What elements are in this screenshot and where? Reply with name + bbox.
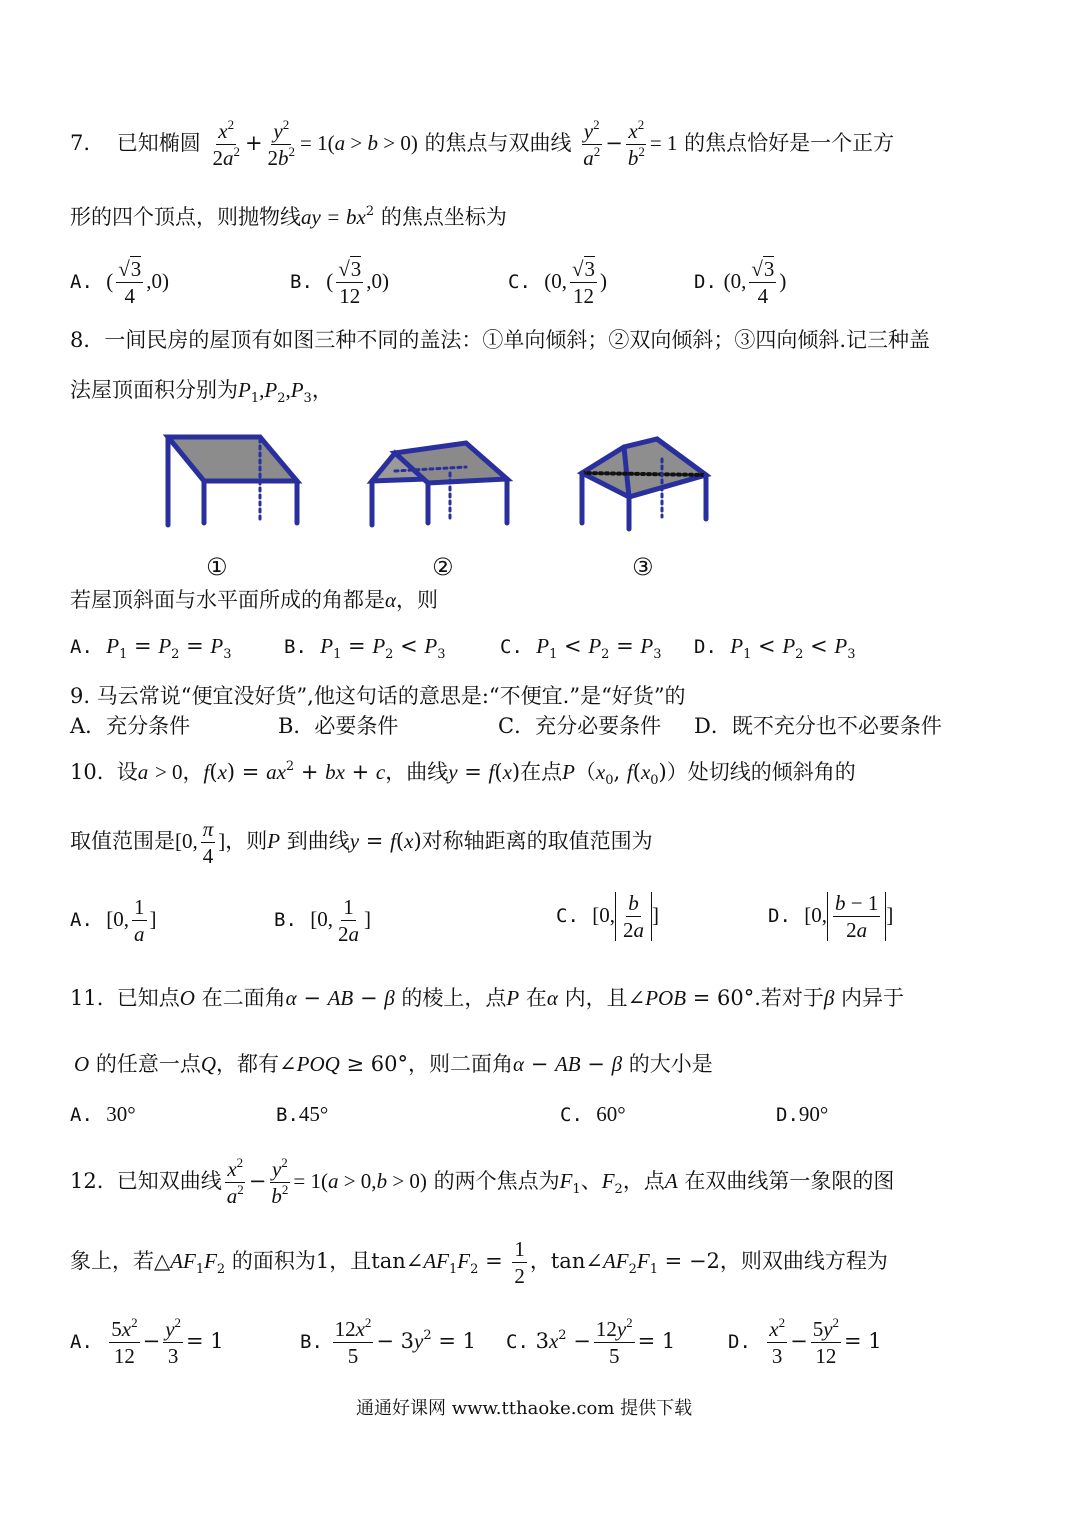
q7-option-c[interactable]: C. (0, $\frac{√3}{12}$ ) <box>508 257 608 309</box>
q10-option-c[interactable]: C. [0, $\frac{b}{2a}$ ] <box>556 891 659 943</box>
q11-option-b[interactable]: B.45° <box>276 1102 329 1126</box>
q9-option-d[interactable]: D．既不充分也不必要条件 <box>694 714 942 738</box>
q9-option-a[interactable]: A．充分条件 <box>70 714 191 738</box>
q12-option-c[interactable]: C. $3x^2$ − $\frac{12y^2}{5}$ = 1 <box>506 1315 676 1369</box>
roof-single-slope-figure <box>168 437 297 525</box>
q11-line2: O 的任意一点Q，都有∠POQ ≥ 60°，则二面角α − AB − β 的大小是 <box>74 1052 713 1076</box>
roof-double-slope-figure <box>372 443 507 525</box>
q8-line2: 法屋顶面积分别为$P_1,P_2,P_3$， <box>70 378 333 406</box>
q8-line3: 若屋顶斜面与水平面所成的角都是α，则 <box>70 588 439 612</box>
q7-option-d[interactable]: D. (0, $\frac{√3}{4}$ ) <box>694 257 787 309</box>
q9-option-b[interactable]: B．必要条件 <box>278 714 399 738</box>
q12-option-a[interactable]: A. $\frac{5x^2}{12}$ − $\frac{y^2}{3}$ = 1 <box>70 1315 224 1369</box>
figure-label-1: ① <box>206 553 228 581</box>
q12-line2: 象上，若$\triangle AF_1F_2$ 的面积为1，且$\tan\angle AF_1F_2$ = $\frac{1}{2}$ ，$\tan\angle AF_2F_1 = -2$，则双曲线方程为 <box>70 1237 888 1289</box>
q8-line1: 8．一间民房的屋顶有如图三种不同的盖法：①单向倾斜；②双向倾斜；③四向倾斜.记三种盖 <box>70 328 931 352</box>
q10-option-a[interactable]: A. [0, $\frac{1}{a}$ ] <box>70 895 157 947</box>
q12-option-d[interactable]: D. $\frac{x^2}{3}$ − $\frac{5y^2}{12}$ = 1 <box>728 1315 882 1369</box>
q7-frac-x2-2a2: $\frac{x^2}{2a^2}$ <box>212 117 240 171</box>
q12-option-b[interactable]: B. $\frac{12x^2}{5}$ − $3y^2 = 1$ <box>300 1315 476 1369</box>
q10-option-d[interactable]: D. [0, $\frac{b - 1}{2a}$ ] <box>768 891 894 943</box>
q7-option-b[interactable]: B. ( $\frac{√3}{12}$ ,0) <box>290 257 390 309</box>
roof-figures <box>0 425 1075 585</box>
q11-line1: 11. 已知点O 在二面角α − AB − β 的棱上，点P 在α 内，且∠POB = 60°.若对于β 内异于 <box>70 986 905 1010</box>
q10-line2: 取值范围是[0, $\frac{\pi}{4}$ ]，则P 到曲线y = f(x)对称轴距离的取值范围为 <box>70 817 653 869</box>
q8-option-b[interactable]: B. $P_1 = P_2 < P_3$ <box>284 634 446 662</box>
q10-option-b[interactable]: B. [0, $\frac{1}{2a}$ ] <box>274 895 371 947</box>
roof-four-slope-figure <box>582 439 706 529</box>
q9-line1: 9. 马云常说“便宜没好货”,他这句话的意思是:“不便宜.”是“好货”的 <box>70 684 686 708</box>
q7-option-a[interactable]: A. ( $\frac{√3}{4}$ ,0) <box>70 257 170 309</box>
q11-option-d[interactable]: D.90° <box>776 1102 829 1126</box>
figure-label-2: ② <box>432 553 454 581</box>
q9-option-c[interactable]: C．充分必要条件 <box>498 714 662 738</box>
figure-label-3: ③ <box>632 553 654 581</box>
footer-source[interactable]: 通通好课网 www.tthaoke.com 提供下载 <box>356 1398 693 1419</box>
q8-option-a[interactable]: A. $P_1 = P_2 = P_3$ <box>70 634 232 662</box>
q7-line1: 7. 已知椭圆 $\frac{x^2}{2a^2}$ + $\frac{y^2}{2b^2}$ = 1(a > b > 0) 的焦点与双曲线 $\frac{y^2}{a^2}$ − $\frac{x^2}{b^2}$ = 1 的焦点恰好是一个正方 <box>70 117 895 171</box>
q7-line2: 形的四个顶点，则抛物线ay = $bx^2$ 的焦点坐标为 <box>70 204 507 229</box>
q11-option-a[interactable]: A. 30° <box>70 1102 136 1126</box>
q12-line1: 12. 已知双曲线 $\frac{x^2}{a^2}$ − $\frac{y^2}{b^2}$ = 1(a > 0,b > 0) 的两个焦点为$F_1$、$F_2$，点A 在双曲线第一象限的图 <box>70 1155 895 1209</box>
q8-option-d[interactable]: D. $P_1 < P_2 < P_3$ <box>694 634 856 662</box>
q10-line1: 10. 设a > 0，$f(x) = ax^2$ + bx + c，曲线y = f(x)在点$P(x_0$, $f(x_0)$）处切线的倾斜角的 <box>70 759 856 788</box>
q8-option-c[interactable]: C. $P_1 < P_2 = P_3$ <box>500 634 662 662</box>
q11-option-c[interactable]: C. 60° <box>560 1102 626 1126</box>
